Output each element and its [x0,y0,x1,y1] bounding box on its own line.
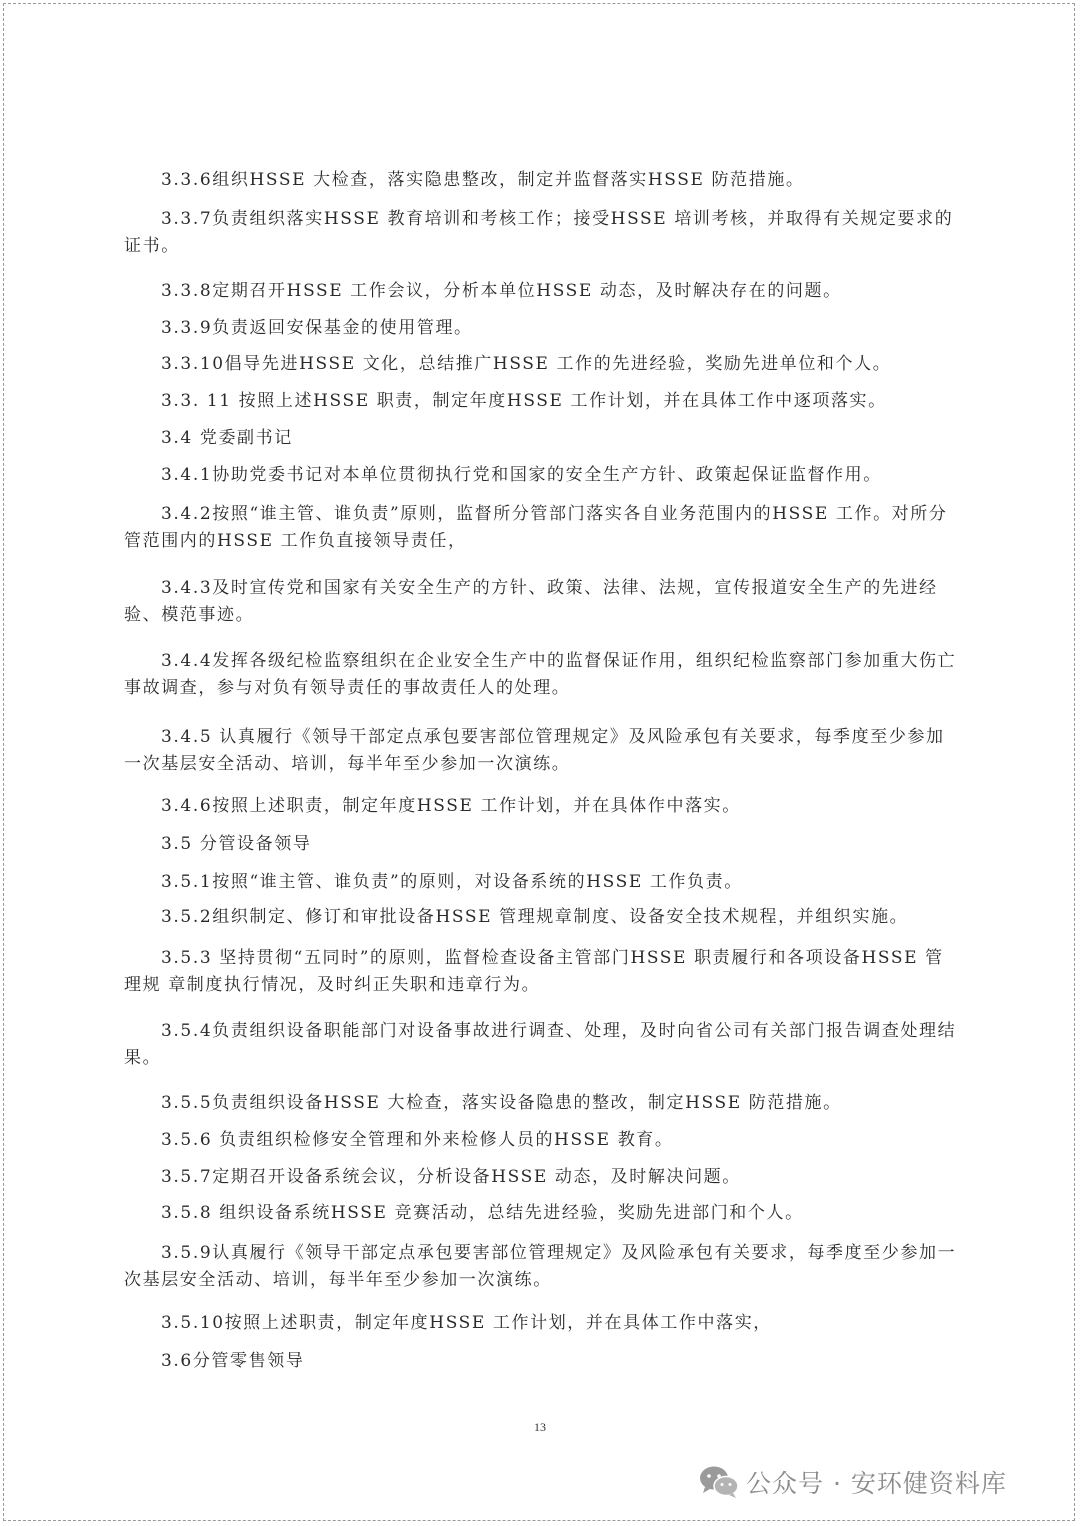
paragraph: 3.5.6 负责组织检修安全管理和外来检修人员的HSSE 教育。 [161,1130,674,1150]
paragraph: 3.5.8 组织设备系统HSSE 竞赛活动，总结先进经验，奖励先进部门和个人。 [161,1203,804,1223]
paragraph: 3.3.6组织HSSE 大检查，落实隐患整改，制定并监督落实HSSE 防范措施。 [161,170,805,190]
paragraph: 3.3.8定期召开HSSE 工作会议，分析本单位HSSE 动态，及时解决存在的问题。 [161,281,842,301]
watermark-text: 公众号 · 安环健资料库 [746,1469,1007,1498]
paragraph: 3.5.1按照“谁主管、谁负责”的原则，对设备系统的HSSE 工作负责。 [161,872,743,892]
section-heading: 3.6分管零售领导 [161,1351,305,1371]
paragraph: 3.5.4负责组织设备职能部门对设备事故进行调查、处理，及时向省公司有关部门报告调查处理结果。 [124,1021,957,1068]
paragraph: 3.5.10按照上述职责，制定年度HSSE 工作计划，并在具体工作中落实， [161,1313,772,1333]
paragraph: 3.5.5负责组织设备HSSE 大检查，落实设备隐患的整改，制定HSSE 防范措施。 [161,1093,842,1113]
paragraph: 3.4.5 认真履行《领导干部定点承包要害部位管理规定》及风险承包有关要求，每季度至少参加一次基层安全活动、培训，每半年至少参加一次演练。 [124,727,945,774]
wechat-icon [698,1464,740,1500]
paragraph: 3.4.2按照“谁主管、谁负责”原则，监督所分管部门落实各自业务范围内的HSSE 工作。对所分 管范围内的HSSE 工作负直接领导责任， [124,504,948,551]
paragraph: 3.5.2组织制定、修订和审批设备HSSE 管理规章制度、设备安全技术规程，并组织实施。 [161,907,909,927]
section-heading: 3.5 分管设备领导 [161,834,312,854]
paragraph: 3.4.3及时宣传党和国家有关安全生产的方针、政策、法律、法规，宣传报道安全生产的先进经验、模范事迹。 [124,578,938,625]
paragraph: 3.4.1协助党委书记对本单位贯彻执行党和国家的安全生产方针、政策起保证监督作用。 [161,465,882,485]
paragraph: 3.5.9认真履行《领导干部定点承包要害部位管理规定》及风险承包有关要求，每季度至少参加一次基层安全活动、培训，每半年至少参加一次演练。 [124,1243,957,1290]
paragraph: 3.4.4发挥各级纪检监察组织在企业安全生产中的监督保证作用，组织纪检监察部门参加重大伤亡事故调查，参与对负有领导责任的事故责任人的处理。 [124,651,957,698]
paragraph: 3.5.7定期召开设备系统会议，分析设备HSSE 动态，及时解决问题。 [161,1167,741,1187]
paragraph: 3.3.9负责返回安保基金的使用管理。 [161,318,473,338]
section-heading: 3.4 党委副书记 [161,428,293,448]
paragraph: 3.3.10倡导先进HSSE 文化，总结推广HSSE 工作的先进经验，奖励先进单位和个人。 [161,354,892,374]
watermark [698,1462,1007,1502]
paragraph: 3.3.7负责组织落实HSSE 教育培训和考核工作；接受HSSE 培训考核，并取得有关规定要求的证书。 [124,209,954,256]
paragraph: 3.3. 11 按照上述HSSE 职责，制定年度HSSE 工作计划，并在具体工作中逐项落实。 [161,391,887,411]
page-number: 13 [534,1420,546,1434]
paragraph: 3.5.3 坚持贯彻“五同时”的原则，监督检查设备主管部门HSSE 职责履行和各项设备HSSE 管理规 章制度执行情况，及时纠正失职和违章行为。 [124,948,944,995]
paragraph: 3.4.6按照上述职责，制定年度HSSE 工作计划，并在具体作中落实。 [161,796,741,816]
